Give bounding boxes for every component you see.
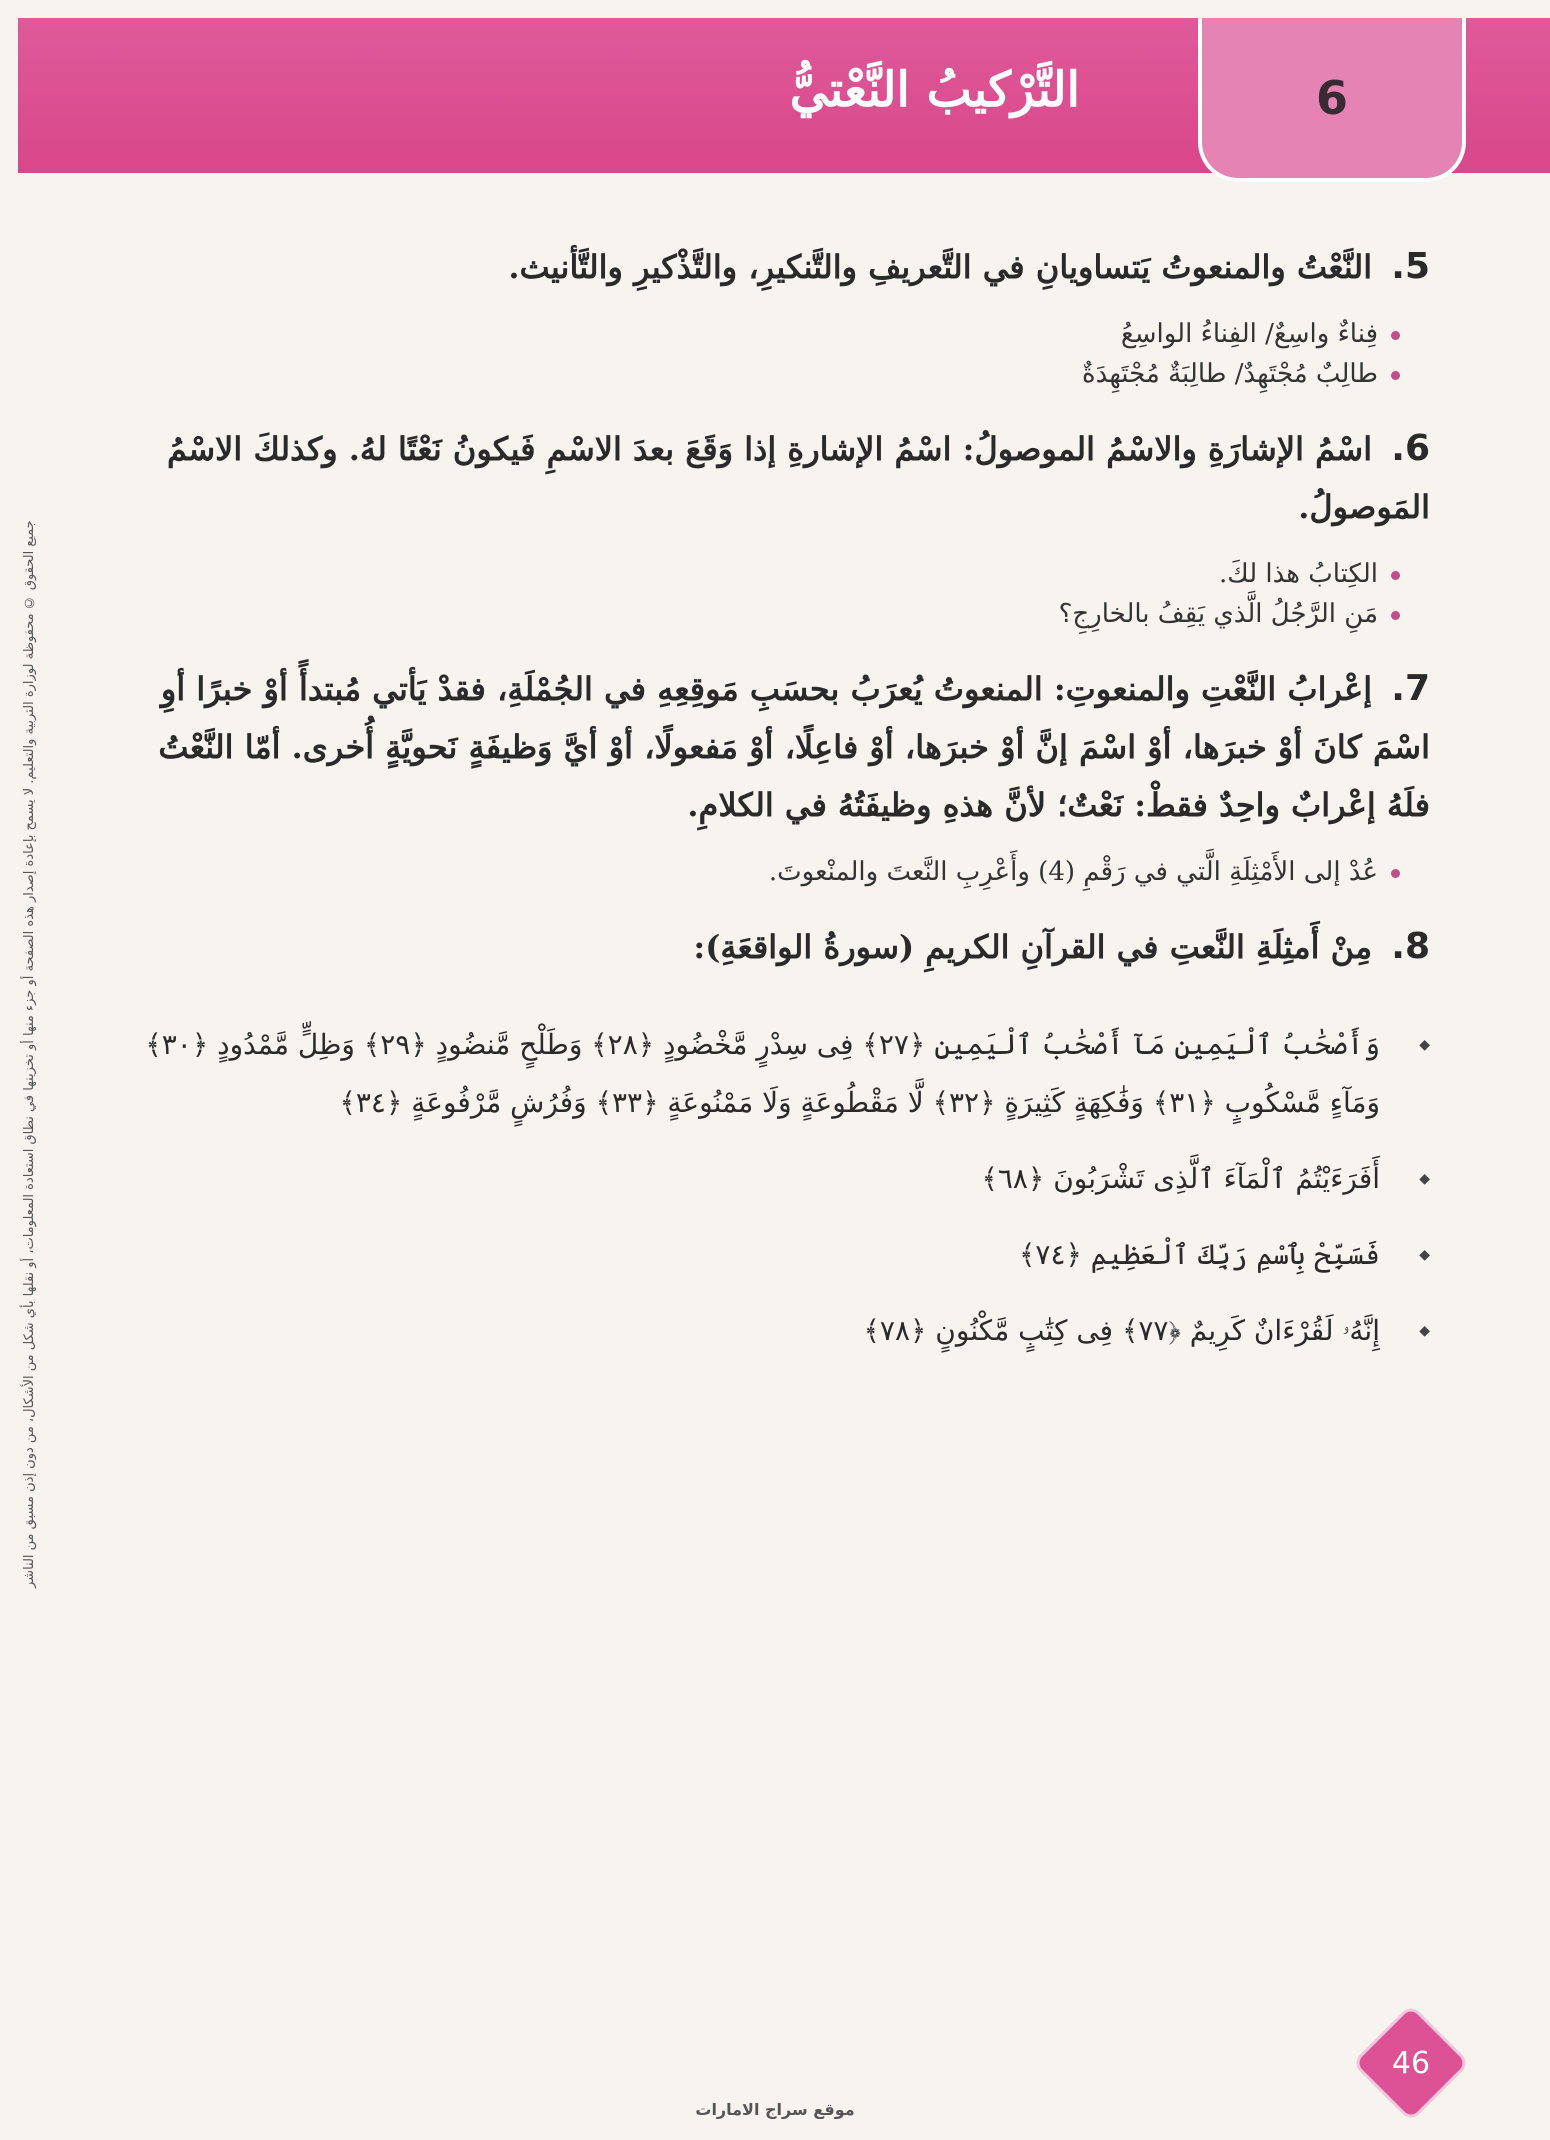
rule-text: إعْرابُ النَّعْتِ والمنعوتِ: المنعوتُ يُعرَبُ بحسَبِ مَوقِعِهِ في الجُمْلَةِ، فقدْ يَأتي مُبتدأً أوْ خبرًا أوِ اسْمَ كانَ أوْ خبرَها، أوْ اسْمَ إنَّ أوْ خبرَها، أوْ فاعِلًا، أوْ مَفعولًا، أوْ أيَّ وَظيفَةٍ نَحويَّةٍ أُخرى. أمّا النَّعْتُ فلَهُ إعْرابٌ واحِدٌ فقطْ: نَعْتٌ؛ لأنَّ هذهِ وظيفَتُهُ في الكلامِ.: [158, 670, 1430, 824]
chapter-number: 6: [1315, 71, 1348, 125]
rule-number: 6.: [1391, 428, 1430, 469]
rule-number: 8.: [1391, 926, 1430, 967]
rule-5: [110, 238, 1430, 296]
rule-number: 5.: [1391, 246, 1430, 287]
rule-number: 7.: [1391, 668, 1430, 709]
example-item: الكِتابُ هذا لكَ.: [110, 554, 1400, 594]
example-item: مَنِ الرَّجُلُ الَّذي يَقِفُ بالخارِجِ؟: [110, 594, 1400, 634]
rule-6: [110, 420, 1430, 536]
verse-item: ◆ وَأَصْحَٰبُ ٱلْيَمِينِ مَآ أَصْحَٰبُ ٱلْيَمِينِ ﴿٢٧﴾ فِى سِدْرٍ مَّخْضُودٍ ﴿٢٨﴾ وَطَلْحٍ مَّنضُودٍ ﴿٢٩﴾ وَظِلٍّ مَّمْدُودٍ ﴿٣٠﴾ وَمَآءٍ مَّسْكُوبٍ ﴿٣١﴾ وَفَٰكِهَةٍ كَثِيرَةٍ ﴿٣٢﴾ لَّا مَقْطُوعَةٍ وَلَا مَمْنُوعَةٍ ﴿٣٣﴾ وَفُرُشٍ مَّرْفُوعَةٍ ﴿٣٤﴾: [110, 1016, 1430, 1132]
verse-item: ◆ أَفَرَءَيْتُمُ ٱلْمَآءَ ٱلَّذِى تَشْرَبُونَ ﴿٦٨﴾: [110, 1150, 1430, 1208]
example-item: عُدْ إلى الأَمْثِلَةِ الَّتي في رَقْمِ (4) وأَعْرِبِ النَّعتَ والمنْعوتَ.: [110, 852, 1400, 892]
rule-text: اسْمُ الإشارَةِ والاسْمُ الموصولُ: اسْمُ الإشارةِ إذا وَقَعَ بعدَ الاسْمِ فَيكونُ نَعْتًا لهُ. وكذلكَ الاسْمُ المَوصولُ.: [167, 430, 1430, 526]
footer-site-name: موقع سراج الامارات: [695, 2100, 855, 2119]
verse-item: ◆ إِنَّهُۥ لَقُرْءَانٌ كَرِيمٌ ﴿٧٧﴾ فِى كِتَٰبٍ مَّكْنُونٍ ﴿٧٨﴾: [110, 1302, 1430, 1360]
rule-8: [110, 918, 1430, 976]
quran-verses: [110, 1016, 1430, 1360]
example-item: فِناءٌ واسِعٌ/ الفِناءُ الواسِعُ: [110, 314, 1400, 354]
chapter-number-tab: [1198, 18, 1466, 182]
chapter-title: التَّرْكيبُ النَّعْتيُّ: [789, 62, 1080, 118]
rule-6-examples: [110, 554, 1400, 634]
page-number: 46: [1391, 2045, 1431, 2081]
copyright-side-note: جميع الحقوق © محفوظة لوزارة التربية والتعليم. لا يسمح بإعادة إصدار هذه الصفحة أو جزء منها أو تخزينها في نطاق استعادة المعلومات، أو نقلها بأي شكل من الأشكال، من دون إذن مسبق من الناشر: [22, 520, 37, 1588]
rule-7-examples: [110, 852, 1400, 892]
rule-text: مِنْ أَمثِلَةِ النَّعتِ في القرآنِ الكريمِ (سورةُ الواقعَةِ):: [693, 928, 1373, 966]
lesson-content: [110, 238, 1430, 1378]
rule-7: [110, 660, 1430, 834]
example-item: طالِبٌ مُجْتَهِدٌ/ طالِبَةٌ مُجْتَهِدَةٌ: [110, 354, 1400, 394]
rule-text: النَّعْتُ والمنعوتُ يَتساويانِ في التَّعريفِ والتَّنكيرِ، والتَّذْكيرِ والتَّأنيث.: [508, 248, 1373, 286]
verse-item: ◆ فَسَبِّحْ بِٱسْمِ رَبِّكَ ٱلْعَظِيمِ ﴿٧٤﴾: [110, 1226, 1430, 1284]
rule-5-examples: [110, 314, 1400, 394]
